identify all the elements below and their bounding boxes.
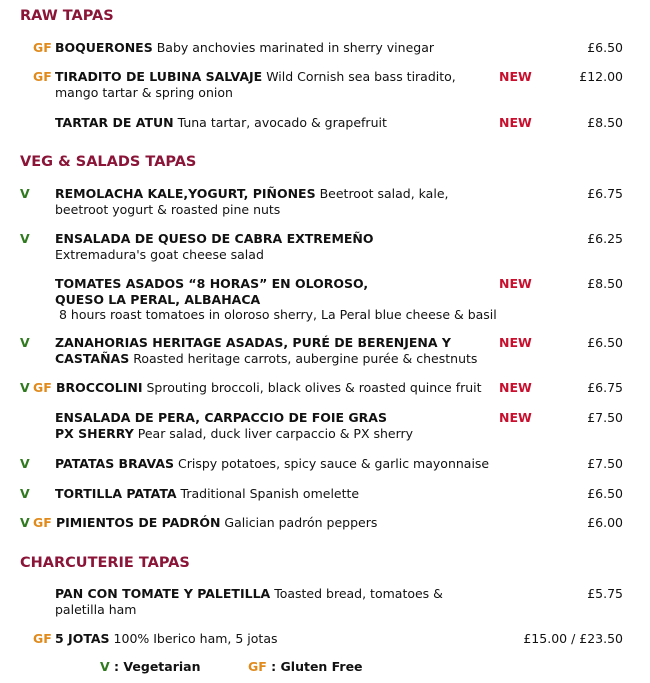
item-description: Crispy potatoes, spicy sauce & garlic mayonnaise bbox=[174, 456, 490, 471]
item-description: 8 hours roast tomatoes in oloroso sherry, La Peral blue cheese & basil bbox=[58, 307, 497, 322]
item-description-cont: beetroot yogurt & roasted pine nuts bbox=[55, 201, 281, 217]
gluten-free-mark: GF bbox=[33, 515, 52, 530]
item-description: Pear salad, duck liver carpaccio & PX sherry bbox=[133, 425, 414, 441]
item-description: Wild Cornish sea bass tiradito, bbox=[262, 69, 456, 84]
gluten-free-mark: GF bbox=[33, 380, 52, 395]
item-text bbox=[55, 276, 525, 323]
item-name: REMOLACHA KALE,YOGURT, PIÑONES bbox=[55, 186, 316, 201]
item-price: £7.50 bbox=[587, 456, 623, 471]
item-name: BROCCOLINI bbox=[56, 380, 143, 395]
legend-vegetarian-text: : Vegetarian bbox=[114, 659, 201, 674]
gluten-free-mark: GF bbox=[33, 69, 52, 84]
item-description: Tuna tartar, avocado & grapefruit bbox=[173, 115, 387, 130]
legend-gluten-free bbox=[248, 659, 363, 674]
item-description: Baby anchovies marinated in sherry vinegar bbox=[152, 40, 434, 55]
vegetarian-mark: V bbox=[20, 231, 30, 246]
item-price: £15.00 / £23.50 bbox=[523, 631, 623, 646]
item-text bbox=[55, 40, 495, 56]
item-name: TOMATES ASADOS “8 HORAS” EN OLOROSO, bbox=[55, 276, 369, 291]
vegetarian-mark: V bbox=[20, 335, 30, 350]
legend-vegetarian bbox=[100, 659, 201, 674]
item-text bbox=[55, 486, 495, 502]
item-name: TIRADITO DE LUBINA SALVAJE bbox=[55, 69, 263, 84]
item-name: ZANAHORIAS HERITAGE ASADAS, PURÉ DE BERENJENA Y bbox=[55, 335, 451, 350]
section-title-raw-tapas: RAW TAPAS bbox=[20, 8, 114, 24]
item-text bbox=[55, 586, 495, 617]
item-description: Roasted heritage carrots, aubergine purée & chestnuts bbox=[129, 350, 478, 366]
section-title-veg-salads-tapas: VEG & SALADS TAPAS bbox=[20, 154, 197, 170]
item-description: Sprouting broccoli, black olives & roasted quince fruit bbox=[142, 380, 482, 395]
item-description: Extremadura's goat cheese salad bbox=[55, 246, 264, 262]
item-description: Galician padrón peppers bbox=[220, 515, 378, 530]
item-text bbox=[55, 186, 495, 217]
item-description: Toasted bread, tomatoes & bbox=[270, 586, 443, 601]
vegetarian-mark: V bbox=[20, 380, 30, 395]
item-text bbox=[55, 631, 495, 647]
item-text bbox=[56, 515, 496, 531]
gluten-free-mark: GF bbox=[248, 659, 267, 674]
item-price: £6.50 bbox=[587, 335, 623, 350]
vegetarian-mark: V bbox=[20, 186, 30, 201]
item-text bbox=[55, 456, 495, 472]
new-badge: NEW bbox=[499, 115, 532, 130]
vegetarian-mark: V bbox=[100, 659, 110, 674]
item-name: PATATAS BRAVAS bbox=[55, 456, 175, 471]
item-description: Beetroot salad, kale, bbox=[315, 186, 449, 201]
item-name-cont: CASTAÑAS bbox=[55, 350, 130, 366]
item-name: PAN CON TOMATE Y PALETILLA bbox=[55, 586, 271, 601]
item-description-cont: paletilla ham bbox=[55, 601, 137, 617]
item-name: TORTILLA PATATA bbox=[55, 486, 177, 501]
item-name: ENSALADA DE PERA, CARPACCIO DE FOIE GRAS bbox=[55, 410, 387, 425]
item-text bbox=[55, 115, 495, 131]
item-text bbox=[55, 410, 495, 441]
item-name: TARTAR DE ATUN bbox=[55, 115, 174, 130]
item-price: £6.50 bbox=[587, 40, 623, 55]
item-name: PIMIENTOS DE PADRÓN bbox=[56, 515, 221, 530]
item-text bbox=[55, 231, 495, 262]
section-title-charcuterie-tapas: CHARCUTERIE TAPAS bbox=[20, 555, 190, 571]
item-description: 100% Iberico ham, 5 jotas bbox=[109, 631, 278, 646]
item-price: £6.00 bbox=[587, 515, 623, 530]
item-price: £6.25 bbox=[587, 231, 623, 246]
vegetarian-mark: V bbox=[20, 515, 30, 530]
item-description-cont: mango tartar & spring onion bbox=[55, 84, 233, 100]
item-name: 5 JOTAS bbox=[55, 631, 110, 646]
item-name-cont: PX SHERRY bbox=[55, 425, 134, 441]
item-text bbox=[55, 69, 495, 100]
item-price: £8.50 bbox=[587, 276, 623, 291]
gluten-free-mark: GF bbox=[33, 631, 52, 646]
new-badge: NEW bbox=[499, 380, 532, 395]
item-name-cont: QUESO LA PERAL, ALBAHACA bbox=[55, 291, 261, 307]
item-name: BOQUERONES bbox=[55, 40, 153, 55]
item-price: £5.75 bbox=[587, 586, 623, 601]
new-badge: NEW bbox=[499, 410, 532, 425]
item-name: ENSALADA DE QUESO DE CABRA EXTREMEÑO bbox=[55, 231, 374, 246]
legend-gluten-free-text: : Gluten Free bbox=[271, 659, 363, 674]
vegetarian-mark: V bbox=[20, 486, 30, 501]
item-price: £6.50 bbox=[587, 486, 623, 501]
item-text bbox=[56, 380, 496, 396]
gluten-free-mark: GF bbox=[33, 40, 52, 55]
item-price: £6.75 bbox=[587, 186, 623, 201]
item-description: Traditional Spanish omelette bbox=[176, 486, 360, 501]
item-price: £6.75 bbox=[587, 380, 623, 395]
vegetarian-mark: V bbox=[20, 456, 30, 471]
new-badge: NEW bbox=[499, 69, 532, 84]
new-badge: NEW bbox=[499, 335, 532, 350]
item-text bbox=[55, 335, 495, 366]
item-price: £12.00 bbox=[579, 69, 623, 84]
new-badge: NEW bbox=[499, 276, 532, 291]
item-price: £7.50 bbox=[587, 410, 623, 425]
item-price: £8.50 bbox=[587, 115, 623, 130]
